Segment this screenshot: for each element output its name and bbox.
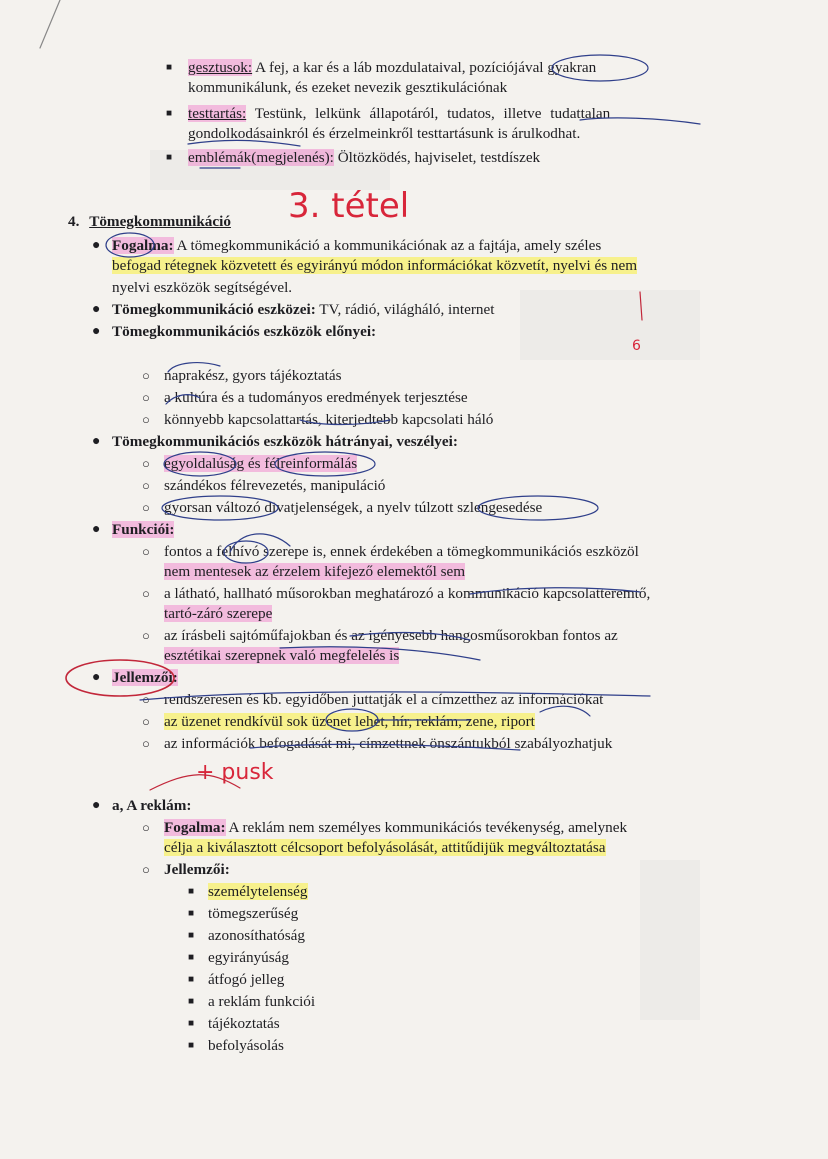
round-bullet-icon: ● (92, 324, 101, 339)
list-item: az írásbeli sajtóműfajokban és az igényesebb hangosműsorokban fontos az (164, 627, 618, 644)
round-bullet-icon: ● (92, 670, 101, 685)
funkcioi-label: Funkciói: (112, 521, 175, 538)
list-item-continuation: gondolkodásainkról és érzelmeinkről testtartásunk is árulkodhat. (188, 125, 581, 142)
square-bullet-icon: ■ (166, 108, 173, 119)
reklam-jellemzo: személytelenség (208, 883, 308, 900)
reklam-jellemzo: tömegszerűség (208, 905, 299, 922)
list-item-continuation: kommunikálunk, és ezeket nevezik gesztikulációnak (188, 79, 508, 96)
reklam-jellemzo: tájékoztatás (208, 1015, 280, 1032)
fogalma-label: Fogalma: (112, 237, 174, 254)
list-item: az információk befogadását mi, címzettnek önszántukból szabályozhatjuk (164, 735, 613, 752)
circle-bullet-icon: ○ (142, 456, 150, 471)
reklam-fogalma: Fogalma: A reklám nem személyes kommunikációs tevékenység, amelynek (164, 819, 628, 836)
hatranyai-label: Tömegkommunikációs eszközök hátrányai, veszélyei: (112, 433, 458, 450)
reklam-jellemzo: a reklám funkciói (208, 993, 316, 1010)
list-item: gyorsan változó divatjelenségek, a nyelv túlzott szlengesedése (164, 499, 543, 516)
list-item-continuation: tartó-záró szerepe (164, 605, 273, 622)
list-item-continuation: esztétikai szerepnek való megfelelés is (164, 647, 400, 664)
circle-bullet-icon: ○ (142, 368, 150, 383)
fogalma-line: nyelvi eszközök segítségével. (112, 279, 293, 296)
reklam-title: a, A reklám: (112, 797, 192, 814)
list-item: a látható, hallható műsorokban meghatározó a kommunikáció kapcsolatteremtő, (164, 585, 651, 602)
list-item: az üzenet rendkívül sok üzenet lehet, hír, reklám, zene, riport (164, 713, 535, 730)
circle-bullet-icon: ○ (142, 820, 150, 835)
square-bullet-icon: ■ (188, 1040, 195, 1051)
circle-bullet-icon: ○ (142, 692, 150, 707)
term-emblemak: emblémák(megjelenés): (188, 149, 334, 166)
circle-bullet-icon: ○ (142, 544, 150, 559)
bleed-through (520, 290, 700, 360)
elonyei-label: Tömegkommunikációs eszközök előnyei: (112, 323, 377, 340)
square-bullet-icon: ■ (188, 1018, 195, 1029)
section-title: Tömegkommunikáció (89, 213, 231, 230)
handwritten-mark: 6 (632, 338, 641, 354)
square-bullet-icon: ■ (166, 62, 173, 73)
list-item: szándékos félrevezetés, manipuláció (164, 477, 386, 494)
reklam-jellemzo: átfogó jelleg (208, 971, 285, 988)
list-item-gesztusok: gesztusok: A fej, a kar és a láb mozdulataival, pozíciójával gyakran (188, 59, 597, 76)
circle-bullet-icon: ○ (142, 736, 150, 751)
list-item: naprakész, gyors tájékoztatás (164, 367, 342, 384)
circle-bullet-icon: ○ (142, 500, 150, 515)
square-bullet-icon: ■ (188, 930, 195, 941)
square-bullet-icon: ■ (188, 996, 195, 1007)
round-bullet-icon: ● (92, 798, 101, 813)
square-bullet-icon: ■ (188, 908, 195, 919)
round-bullet-icon: ● (92, 238, 101, 253)
round-bullet-icon: ● (92, 302, 101, 317)
circle-bullet-icon: ○ (142, 390, 150, 405)
list-item-emblemak: emblémák(megjelenés): Öltözködés, hajviselet, testdíszek (188, 149, 541, 166)
reklam-jellemzoi-label: Jellemzői: (164, 861, 230, 878)
circle-bullet-icon: ○ (142, 586, 150, 601)
bleed-through (640, 860, 700, 1020)
round-bullet-icon: ● (92, 522, 101, 537)
reklam-jellemzo: egyirányúság (208, 949, 289, 966)
square-bullet-icon: ■ (188, 974, 195, 985)
reklam-fogalma-continuation: célja a kiválasztott célcsoport befolyásolását, attitűdijük megváltoztatása (164, 839, 606, 856)
circle-bullet-icon: ○ (142, 714, 150, 729)
square-bullet-icon: ■ (166, 152, 173, 163)
term-testtartas: testtartás: (188, 105, 247, 122)
handwritten-note: 3. tétel (288, 186, 410, 226)
eszkozei-line: Tömegkommunikáció eszközei: TV, rádió, világháló, internet (112, 301, 495, 318)
circle-bullet-icon: ○ (142, 628, 150, 643)
list-item-testtartas: testtartás: Testünk, lelkünk állapotáról, tudatos, illetve tudattalan (188, 105, 611, 122)
square-bullet-icon: ■ (188, 886, 195, 897)
list-item: a kultúra és a tudományos eredmények terjesztése (164, 389, 468, 406)
circle-bullet-icon: ○ (142, 862, 150, 877)
section-heading: 4. Tömegkommunikáció (68, 213, 231, 230)
handwritten-margin-note: + pusk (196, 760, 274, 785)
jellemzoi-label: Jellemzői: (112, 669, 178, 686)
reklam-jellemzo: befolyásolás (208, 1037, 284, 1054)
circle-bullet-icon: ○ (142, 478, 150, 493)
reklam-jellemzo: azonosíthatóság (208, 927, 306, 944)
circle-bullet-icon: ○ (142, 412, 150, 427)
list-item: egyoldalúság és félreinformálás (164, 455, 358, 472)
list-item: könnyebb kapcsolattartás, kiterjedtebb kapcsolati háló (164, 411, 494, 428)
fogalma-line: befogad rétegnek közvetett és egyirányú módon információkat közvetít, nyelvi és nem (112, 257, 638, 274)
fogalma-line: Fogalma: A tömegkommunikáció a kommunikációnak az a fajtája, amely széles (112, 237, 602, 254)
term-gesztusok: gesztusok: (188, 59, 253, 76)
square-bullet-icon: ■ (188, 952, 195, 963)
list-item: fontos a felhívó szerepe is, ennek érdekében a tömegkommunikációs eszközöl (164, 543, 639, 560)
list-item-continuation: nem mentesek az érzelem kifejező elemektől sem (164, 563, 466, 580)
round-bullet-icon: ● (92, 434, 101, 449)
list-item: rendszeresen és kb. egyidőben juttatják el a címzetthez az információkat (164, 691, 604, 708)
